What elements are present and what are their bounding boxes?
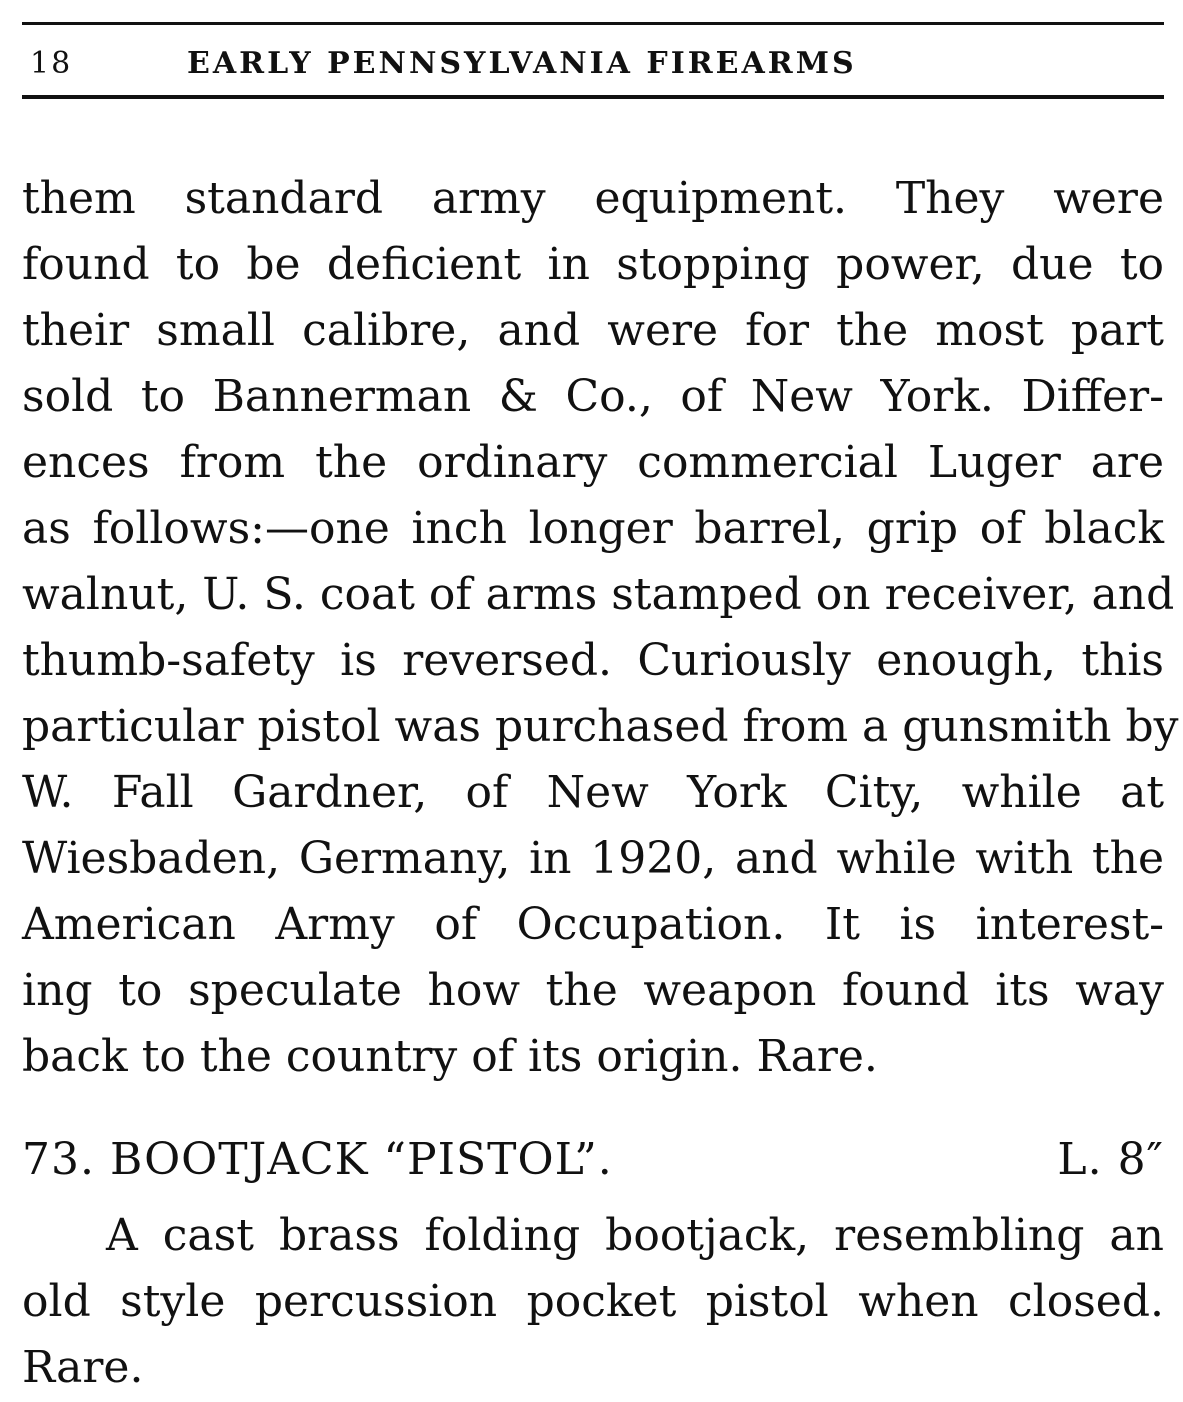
entry-length: L. 8″ (1057, 1134, 1164, 1185)
page-number: 18 (30, 46, 73, 81)
running-title: EARLY PENNSYLVANIA FIREARMS (187, 46, 857, 81)
text-line: particular pistol was purchased from a gunsmith by (22, 701, 1179, 752)
text-line: Rare. (22, 1342, 144, 1393)
text-line: found to be deficient in stopping power, due to (22, 239, 1164, 290)
text-line: their small calibre, and were for the most part (22, 305, 1164, 356)
header-bottom-rule (22, 95, 1164, 99)
text-line: A cast brass folding bootjack, resembling an (106, 1210, 1164, 1261)
text-line: Wiesbaden, Germany, in 1920, and while with the (22, 833, 1164, 884)
text-line: ing to speculate how the weapon found its way (22, 965, 1164, 1016)
text-line: back to the country of its origin. Rare. (22, 1031, 878, 1082)
header-top-rule (22, 22, 1164, 25)
text-line: old style percussion pocket pistol when closed. (22, 1276, 1164, 1327)
text-line: sold to Bannerman & Co., of New York. Differ- (22, 371, 1164, 422)
entry-title: 73. BOOTJACK “PISTOL”. (22, 1134, 613, 1185)
text-line: walnut, U. S. coat of arms stamped on receiver, and (22, 569, 1175, 620)
entry-heading (22, 1127, 1164, 1193)
text-line: thumb-safety is reversed. Curiously enough, this (22, 635, 1164, 686)
text-line: as follows:—one inch longer barrel, grip of black (22, 503, 1164, 554)
page-header (22, 22, 1164, 98)
entry-description (22, 1203, 1164, 1401)
text-line: them standard army equipment. They were (22, 173, 1164, 224)
body-paragraph (22, 166, 1179, 1090)
text-line: ences from the ordinary commercial Luger are (22, 437, 1164, 488)
text-line: W. Fall Gardner, of New York City, while at (22, 767, 1164, 818)
text-line: American Army of Occupation. It is interest- (22, 899, 1164, 950)
